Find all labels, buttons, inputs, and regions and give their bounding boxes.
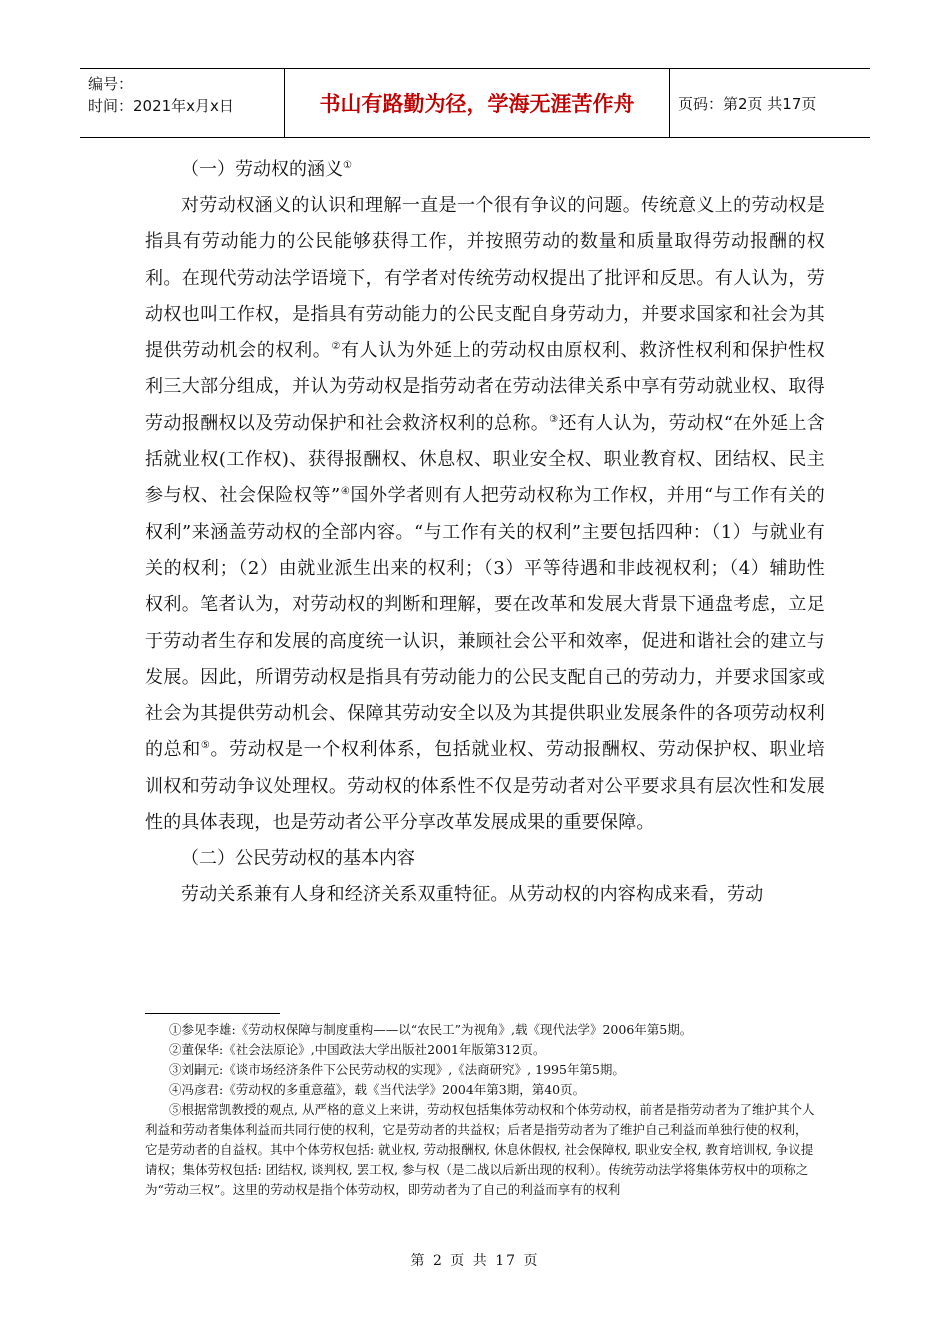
paragraph-text: 国外学者则有人把劳动权称为工作权，并用“与工作有关的权利”来涵盖劳动权的全部内容。“与工作有关的权利”主要包括四种：（1）与就业有关的权利；（2）由就业派生出来的权利；（3）平等待遇和非歧视权利；（4）辅助性权利。笔者认为，对劳动权的判断和理解，要在改革和发展大背景下通盘考虑，立足于劳动者生存和发展的高度统一认识，兼顾社会公平和效率，促进和谐社会的建立与发展。因此，所谓劳动权是指具有劳动能力的公民支配自己的劳动力，并要求国家或社会为其提供劳动机会、保障其劳动安全以及为其提供职业发展条件的各项劳动权利的总和 xyxy=(145,485,825,761)
paragraph-text: 对劳动权涵义的认识和理解一直是一个很有争议的问题。传统意义上的劳动权是指具有劳动能力的公民能够获得工作，并按照劳动的数量和质量取得劳动报酬的权利。在现代劳动法学语境下，有学者对传统劳动权提出了批评和反思。有人认为，劳动权也叫工作权，是指具有劳动能力的公民支配自身劳动力，并要求国家和社会为其提供劳动机会的权利。 xyxy=(145,195,825,362)
main-text xyxy=(145,152,825,914)
footnote-divider xyxy=(145,1013,280,1014)
footnote-ref: ⑤ xyxy=(200,740,211,752)
footnote-ref: ② xyxy=(331,341,341,353)
paragraph-2: 劳动关系兼有人身和经济关系双重特征。从劳动权的内容构成来看，劳动 xyxy=(181,884,764,906)
paragraph-text: 还有人认为，劳动权“在外延上含括就业权(工作权)、获得报酬权、休息权、职业安全权、职业教育权、团结权、民主参与权、社会保险权等” xyxy=(145,412,826,507)
paragraph-text: 。劳动权是一个权利体系，包括就业权、劳动报酬权、劳动保护权、职业培训权和劳动争议处理权。劳动权的体系性不仅是劳动者对公平要求具有层次性和发展性的具体表现，也是劳动者公平分享改革发展成果的重要保障。 xyxy=(145,739,825,834)
paragraph-1 xyxy=(145,188,825,841)
footnotes xyxy=(145,1020,815,1200)
footnote-5: ⑤根据常凯教授的观点, 从严格的意义上来讲，劳动权包括集体劳动权和个体劳动权，前者是指劳动者为了维护其个人利益和劳动者集体利益而共同行使的权利，它是劳动者的共益权；后者是指劳动者为了维护自己利益而单独行使的权利，它是劳动者的自益权。其中个体劳权包括: 就业权, 劳动报酬权, 休息休假权, 社会保障权, 职业安全权, 教育培训权, 争议提请权；集体劳权包括: 团结权, 谈判权, 罢工权, 参与权（是二战以后新出现的权利）。传统劳动法学将集体劳权中的项称之为“劳动三权”。这里的劳动权是指个体劳动权，即劳动者为了自己的利益而享有的权利 xyxy=(145,1102,815,1197)
header-page-info: 页码：第2页 共17页 xyxy=(678,94,817,113)
header-meta xyxy=(80,69,285,137)
section-heading-1-text: （一）劳动权的涵义 xyxy=(181,159,343,180)
footnote-ref: ① xyxy=(343,160,352,171)
document-number-label: 编号： xyxy=(88,75,134,93)
footnote-1: ①参见李雄:《劳动权保障与制度重构——以“农民工”为视角》,载《现代法学》2006年第5期。 xyxy=(169,1022,693,1037)
footnote-2: ②董保华:《社会法原论》,中国政法大学出版社2001年版第312页。 xyxy=(169,1042,546,1057)
document-time-label: 时间：2021年x月x日 xyxy=(88,97,234,115)
footnote-3: ③刘嗣元:《谈市场经济条件下公民劳动权的实现》,《法商研究》, 1995年第5期。 xyxy=(169,1062,625,1077)
footnote-ref: ③ xyxy=(549,413,559,425)
section-heading-2: （二）公民劳动权的基本内容 xyxy=(181,848,415,870)
header-motto: 书山有路勤为径，学海无涯苦作舟 xyxy=(285,69,670,137)
footnote-ref: ④ xyxy=(340,486,351,498)
paragraph-text: 有人认为外延上的劳动权由原权利、救济性权利和保护性权利三大部分组成，并认为劳动权是指劳动者在劳动法律关系中享有劳动就业权、取得劳动报酬权以及劳动保护和社会救济权利的总称。 xyxy=(145,340,826,434)
page-footer: 第 2 页 共 17 页 xyxy=(410,1253,540,1269)
section-heading-1 xyxy=(145,152,825,188)
page-header xyxy=(80,68,870,138)
footnote-4: ④冯彦君:《劳动权的多重意蕴》，载《当代法学》2004年第3期，第40页。 xyxy=(169,1082,586,1097)
